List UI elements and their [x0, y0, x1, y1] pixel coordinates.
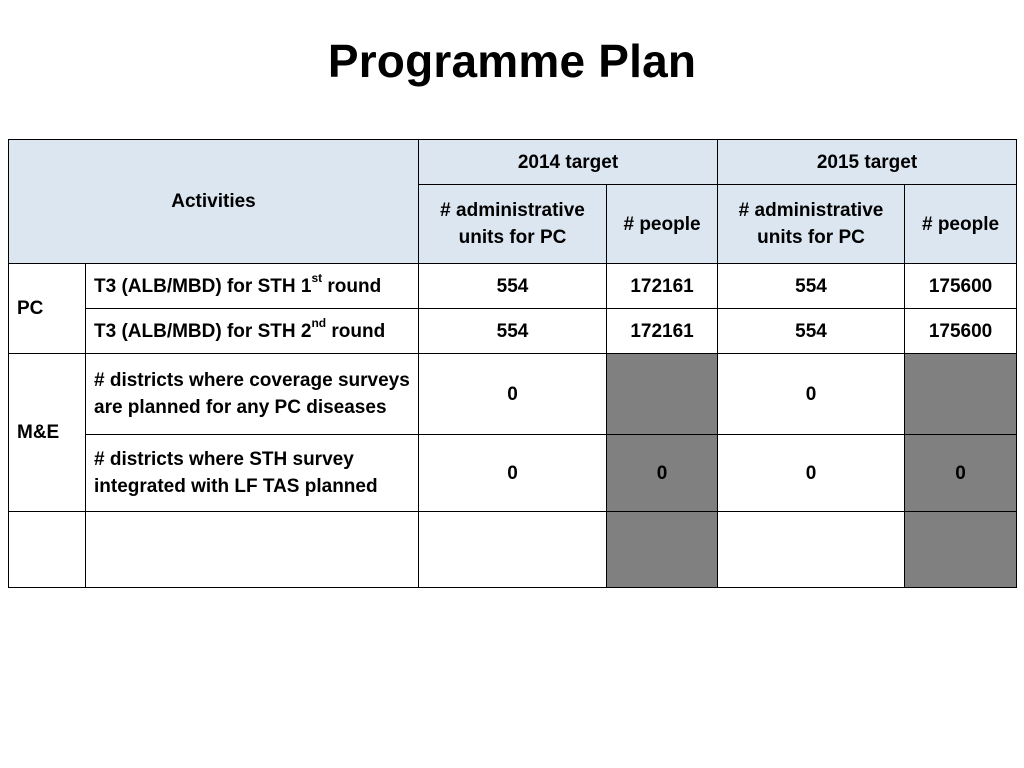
header-admin-units-2015: # administrative units for PC	[718, 185, 905, 264]
people-2015-cell: 175600	[905, 264, 1017, 309]
disabled-cell	[905, 512, 1017, 588]
people-2015-cell: 0	[905, 435, 1017, 512]
header-row-years	[9, 140, 1017, 185]
header-activities: Activities	[9, 140, 419, 264]
table-row	[9, 354, 1017, 435]
admin-2015-cell: 554	[718, 264, 905, 309]
people-2014-cell: 0	[607, 435, 718, 512]
admin-2015-cell: 554	[718, 309, 905, 354]
empty-cell	[9, 512, 86, 588]
activity-ordinal: nd	[311, 316, 327, 331]
disabled-cell	[905, 354, 1017, 435]
people-2014-cell: 172161	[607, 309, 718, 354]
programme-plan-table	[8, 139, 1017, 588]
table-row	[9, 435, 1017, 512]
slide-title: Programme Plan	[327, 35, 697, 87]
table-row	[9, 309, 1017, 354]
activity-ordinal: st	[311, 271, 323, 286]
activity-text-suffix: round	[326, 320, 386, 342]
activity-cell: # districts where coverage surveys are planned for any PC diseases	[86, 354, 419, 435]
activity-text-suffix: round	[322, 275, 382, 297]
activity-cell	[86, 309, 419, 354]
group-label-pc: PC	[9, 264, 86, 354]
admin-2014-cell: 554	[419, 309, 607, 354]
activity-text: T3 (ALB/MBD) for STH 1	[94, 275, 312, 297]
empty-cell	[86, 512, 419, 588]
group-label-me: M&E	[9, 354, 86, 512]
people-2015-cell: 175600	[905, 309, 1017, 354]
header-2014-target: 2014 target	[419, 140, 718, 185]
admin-2014-cell: 554	[419, 264, 607, 309]
activity-cell	[86, 264, 419, 309]
admin-2015-cell: 0	[718, 354, 905, 435]
disabled-cell	[607, 512, 718, 588]
disabled-cell	[607, 354, 718, 435]
header-admin-units-2014: # administrative units for PC	[419, 185, 607, 264]
admin-2015-cell: 0	[718, 435, 905, 512]
header-people-2015: # people	[905, 185, 1017, 264]
people-2014-cell: 172161	[607, 264, 718, 309]
header-people-2014: # people	[607, 185, 718, 264]
activity-cell: # districts where STH survey integrated with LF TAS planned	[86, 435, 419, 512]
empty-cell	[718, 512, 905, 588]
activity-text: T3 (ALB/MBD) for STH 2	[94, 320, 312, 342]
table-row	[9, 264, 1017, 309]
admin-2014-cell: 0	[419, 435, 607, 512]
empty-row	[9, 512, 1017, 588]
empty-cell	[419, 512, 607, 588]
header-2015-target: 2015 target	[718, 140, 1017, 185]
admin-2014-cell: 0	[419, 354, 607, 435]
